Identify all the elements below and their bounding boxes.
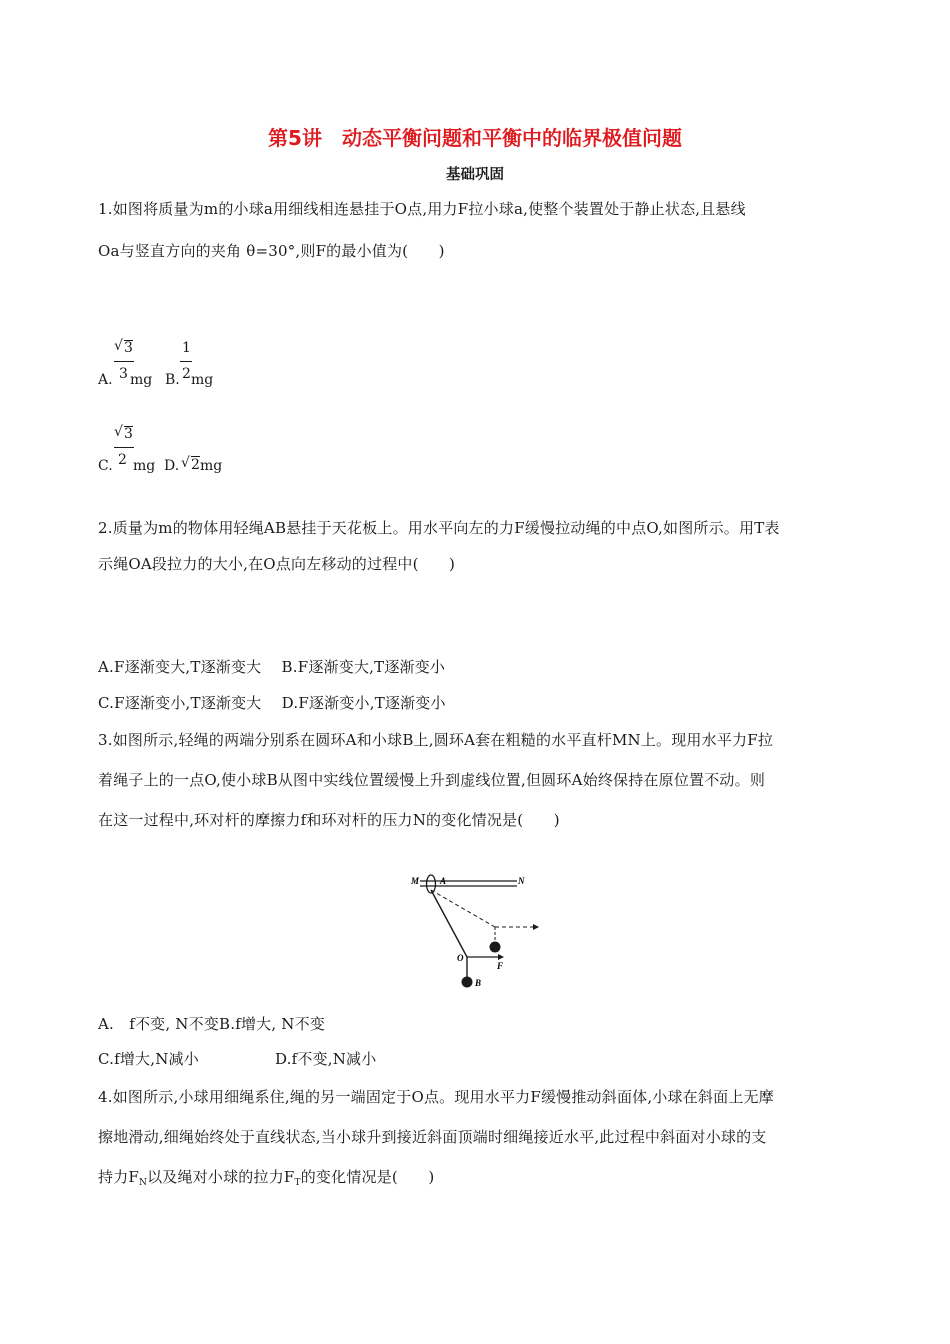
- rod-mn: [420, 881, 517, 886]
- q1-option-a-denominator: 3: [119, 366, 128, 382]
- q1-option-a-numerator: 3: [124, 340, 133, 356]
- q1-option-c-label: C.: [98, 458, 113, 474]
- page-title: 第5讲 动态平衡问题和平衡中的临界极值问题: [268, 126, 682, 150]
- q4-subscript-n: N: [139, 1178, 148, 1188]
- section-heading: 基础巩固: [446, 167, 504, 183]
- q3-options-cd: C.f增大,N减小 D.f不变,N减小: [98, 1050, 377, 1068]
- q1-option-c-unit: mg: [133, 458, 156, 474]
- q1-option-c-fraction-bar: [114, 447, 134, 448]
- q1-option-d-unit: mg: [200, 458, 223, 474]
- q1-option-d-radicand: 2: [191, 457, 200, 473]
- q1-option-c-denominator: 2: [118, 452, 127, 468]
- q3-line1: 3.如图所示,轻绳的两端分别系在圆环A和小球B上,圆环A套在粗糙的水平直杆MN上。现用水平力F拉: [98, 731, 774, 749]
- q2-line2: 示绳OA段拉力的大小,在O点向左移动的过程中( ): [98, 555, 456, 573]
- q1-line1: 1.如图将质量为m的小球a用细线相连悬挂于O点,用力F拉小球a,使整个装置处于静止状态,且悬线: [98, 200, 746, 218]
- q3-line2: 着绳子上的一点O,使小球B从图中实线位置缓慢上升到虚线位置,但圆环A始终保持在原位置不动。则: [98, 771, 766, 789]
- rope-solid-upper: [431, 890, 467, 957]
- ball-b-dashed: [490, 942, 501, 953]
- q1-option-d-label: D.: [164, 458, 180, 474]
- label-f: F: [497, 961, 504, 971]
- q4-line3-part3: 的变化情况是( ): [300, 1168, 435, 1186]
- label-o: O: [457, 953, 464, 963]
- force-dashed-arrowhead-icon: [533, 924, 539, 930]
- q3-options-ab: A. f不变, N不变B.f增大, N不变: [98, 1015, 326, 1033]
- label-m: M: [411, 876, 420, 886]
- q3-line3: 在这一过程中,环对杆的摩擦力f和环对杆的压力N的变化情况是( ): [98, 811, 560, 829]
- label-b: B: [475, 978, 482, 988]
- q1-line2: Oa与竖直方向的夹角 θ=30°,则F的最小值为( ): [98, 242, 445, 260]
- q1-option-b-fraction-bar: [180, 361, 192, 362]
- q1-option-a-unit: mg: [130, 372, 153, 388]
- ball-b-solid: [462, 977, 473, 988]
- q2-options-cd: C.F逐渐变小,T逐渐变大 D.F逐渐变小,T逐渐变小: [98, 694, 446, 712]
- label-n: N: [518, 876, 525, 886]
- q1-option-d-sqrt-icon: √: [181, 455, 190, 471]
- q1-option-b-numerator: 1: [182, 340, 191, 356]
- q1-option-b-unit: mg: [191, 372, 214, 388]
- q1-option-b-denominator: 2: [182, 366, 191, 382]
- q4-subscript-t: T: [294, 1178, 301, 1188]
- q4-line1: 4.如图所示,小球用细绳系住,绳的另一端固定于O点。现用水平力F缓慢推动斜面体,小球在斜面上无摩: [98, 1088, 774, 1106]
- force-f-arrowhead-icon: [498, 954, 504, 960]
- q3-figure: [400, 868, 560, 993]
- q1-option-a-sqrt-icon: √: [114, 338, 123, 354]
- q1-option-a-label: A.: [98, 372, 113, 388]
- q2-line1: 2.质量为m的物体用轻绳AB悬挂于天花板上。用水平向左的力F缓慢拉动绳的中点O,如图所示。用T表: [98, 519, 780, 537]
- q4-line2: 擦地滑动,细绳始终处于直线状态,当小球升到接近斜面顶端时细绳接近水平,此过程中斜面对小球的支: [98, 1128, 767, 1146]
- q4-line3-part1: 持力F: [98, 1168, 140, 1186]
- q1-option-b-label: B.: [165, 372, 180, 388]
- q2-options-ab: A.F逐渐变大,T逐渐变大 B.F逐渐变大,T逐渐变小: [98, 658, 446, 676]
- q1-option-a-fraction-bar: [114, 361, 134, 362]
- q4-line3: [98, 1166, 434, 1187]
- q1-option-c-numerator: 3: [124, 426, 133, 442]
- q1-option-c-sqrt-icon: √: [114, 424, 123, 440]
- label-a: A: [440, 876, 447, 886]
- q4-line3-part2: 以及绳对小球的拉力F: [147, 1168, 295, 1186]
